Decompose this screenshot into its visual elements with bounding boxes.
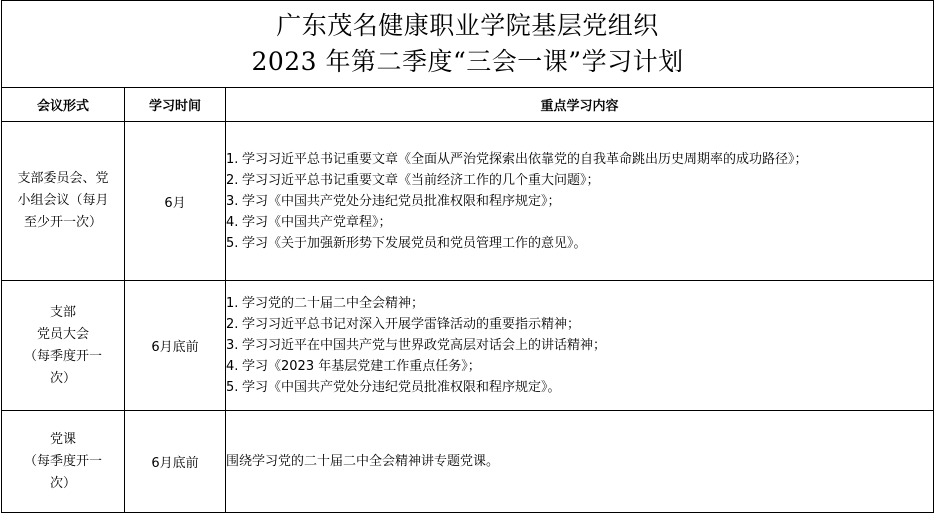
item-number: 4. xyxy=(226,359,239,374)
study-content-cell xyxy=(226,411,934,513)
meeting-type-line: 党员大会 xyxy=(36,326,89,342)
item-number: 5. xyxy=(226,235,239,251)
list-item xyxy=(226,377,933,398)
document-title-line1: 广东茂名健康职业学院基层党组织 xyxy=(276,11,659,40)
table-row xyxy=(2,411,934,513)
list-item xyxy=(226,314,933,335)
item-number: 5. xyxy=(226,380,239,395)
item-number: 1. xyxy=(226,151,239,167)
meeting-type-line: 次） xyxy=(49,370,76,386)
meeting-type-line: （每季度开一 xyxy=(23,453,102,469)
item-text: 学习《中国共产党处分违纪党员批准权限和程序规定》； xyxy=(242,193,561,209)
item-number: 3. xyxy=(226,338,239,353)
item-text: 学习习近平在中国共产党与世界政党高层对话会上的讲话精神； xyxy=(242,338,607,353)
item-text: 学习习近平总书记重要文章《全面从严治党探索出依靠党的自我革命跳出历史周期率的成功路径》； xyxy=(242,151,808,167)
study-time-cell: 6月底前 xyxy=(125,411,226,513)
item-number: 4. xyxy=(226,214,239,230)
content-list xyxy=(226,293,933,398)
item-text: 学习习近平总书记对深入开展学雷锋活动的重要指示精神； xyxy=(242,317,581,332)
item-text: 学习党的二十届二中全会精神； xyxy=(242,296,425,311)
title-cell xyxy=(2,1,934,88)
content-text: 围绕学习党的二十届二中全会精神讲专题党课。 xyxy=(226,454,500,469)
meeting-type-line: 至少开一次） xyxy=(23,215,102,230)
meeting-type-line: （每季度开一 xyxy=(23,348,102,364)
list-item xyxy=(226,335,933,356)
item-number: 1. xyxy=(226,296,239,311)
item-number: 2. xyxy=(226,172,239,188)
study-content-cell xyxy=(226,281,934,411)
list-item xyxy=(226,170,933,191)
title-row xyxy=(2,1,934,88)
table-row xyxy=(2,281,934,411)
meeting-type-cell xyxy=(2,411,125,513)
header-study-time: 学习时间 xyxy=(125,88,226,122)
header-study-content: 重点学习内容 xyxy=(226,88,934,122)
list-item xyxy=(226,212,933,233)
item-text: 学习《中国共产党章程》； xyxy=(242,214,392,230)
study-time-cell: 6月底前 xyxy=(125,281,226,411)
table-row xyxy=(2,122,934,281)
document-title-line2: 2023 年第二季度“三会一课”学习计划 xyxy=(251,47,684,76)
study-content-cell xyxy=(226,122,934,281)
list-item xyxy=(226,356,933,377)
item-text: 学习《2023 年基层党建工作重点任务》； xyxy=(242,359,481,374)
list-item xyxy=(226,293,933,314)
list-item xyxy=(226,191,933,212)
meeting-type-cell xyxy=(2,281,125,411)
item-text: 学习《中国共产党处分违纪党员批准权限和程序规定》。 xyxy=(242,380,561,395)
item-number: 3. xyxy=(226,193,239,209)
meeting-type-line: 支部委员会、党 xyxy=(17,171,109,186)
item-text: 学习习近平总书记重要文章《当前经济工作的几个重大问题》； xyxy=(242,172,600,188)
content-list xyxy=(226,149,933,254)
meeting-type-line: 小组会议（每月 xyxy=(17,193,109,208)
item-number: 2. xyxy=(226,317,239,332)
meeting-type-line: 次） xyxy=(49,475,76,491)
list-item xyxy=(226,149,933,170)
meeting-type-cell xyxy=(2,122,125,281)
header-row xyxy=(2,88,934,122)
item-text: 学习《关于加强新形势下发展党员和党员管理工作的意见》。 xyxy=(242,235,587,251)
study-time-cell: 6月 xyxy=(125,122,226,281)
meeting-type-line: 党课 xyxy=(49,431,76,447)
header-meeting-type: 会议形式 xyxy=(2,88,125,122)
meeting-type-line: 支部 xyxy=(49,304,76,320)
list-item xyxy=(226,233,933,254)
study-plan-table xyxy=(1,0,934,513)
